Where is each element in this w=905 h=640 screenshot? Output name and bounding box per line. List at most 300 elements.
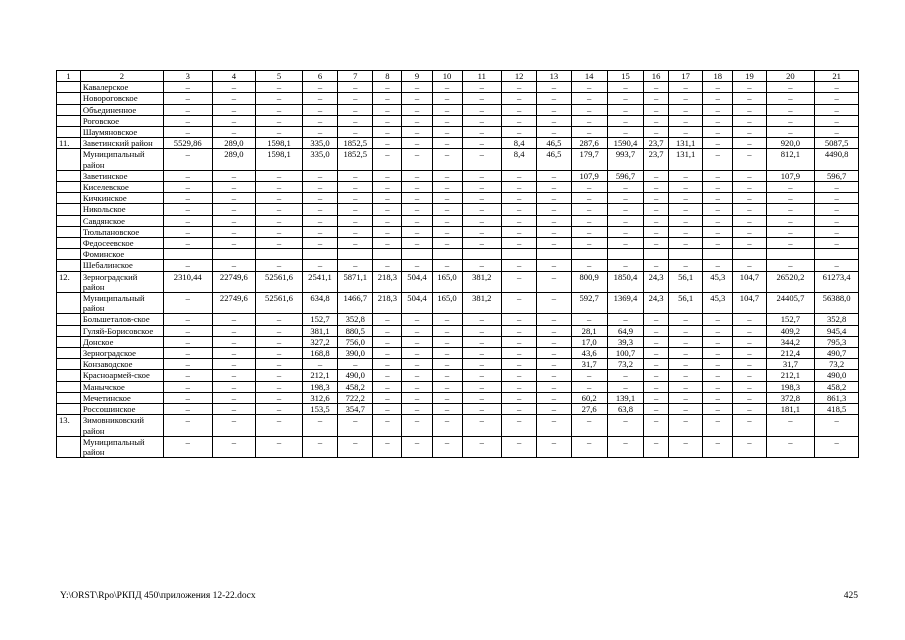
table-cell: – — [163, 370, 212, 381]
table-cell: 22749,6 — [212, 293, 256, 314]
table-cell: – — [462, 82, 501, 93]
table-cell: – — [766, 238, 815, 249]
table-cell: – — [256, 82, 303, 93]
table-cell: – — [163, 115, 212, 126]
table-row — [57, 149, 859, 170]
row-name: Федосеевское — [80, 238, 163, 249]
table-cell: 5871,1 — [338, 271, 373, 292]
table-cell: – — [815, 226, 859, 237]
table-cell: – — [537, 314, 571, 325]
table-cell — [537, 249, 571, 260]
table-cell: – — [212, 436, 256, 457]
table-cell — [256, 249, 303, 260]
table-cell: – — [733, 359, 766, 370]
table-cell: – — [644, 260, 669, 271]
table-cell: – — [462, 127, 501, 138]
row-number — [57, 359, 81, 370]
table-cell: – — [644, 104, 669, 115]
row-number: 11. — [57, 138, 81, 149]
table-cell: – — [607, 93, 643, 104]
table-cell: – — [373, 104, 402, 115]
table-row — [57, 138, 859, 149]
table-cell: – — [373, 325, 402, 336]
table-cell: – — [373, 82, 402, 93]
table-cell: – — [703, 436, 733, 457]
row-name: Савдянское — [80, 215, 163, 226]
table-cell: – — [669, 260, 703, 271]
table-cell: – — [212, 392, 256, 403]
table-cell: – — [212, 193, 256, 204]
table-cell: 23,7 — [644, 149, 669, 170]
table-cell: – — [644, 348, 669, 359]
table-cell: – — [338, 182, 373, 193]
table-cell: – — [607, 82, 643, 93]
table-cell: – — [402, 82, 432, 93]
table-cell: 56388,0 — [815, 293, 859, 314]
table-cell: – — [703, 226, 733, 237]
table-cell: – — [537, 93, 571, 104]
table-cell: 287,6 — [571, 138, 607, 149]
table-cell: – — [462, 336, 501, 347]
table-cell: – — [338, 82, 373, 93]
table-cell: – — [733, 204, 766, 215]
row-number — [57, 215, 81, 226]
table-cell: – — [373, 336, 402, 347]
table-cell: – — [502, 381, 537, 392]
table-cell: – — [733, 314, 766, 325]
table-cell: – — [373, 392, 402, 403]
table-cell: – — [733, 436, 766, 457]
table-cell: – — [644, 115, 669, 126]
table-cell: 861,3 — [815, 392, 859, 403]
table-cell: 39,3 — [607, 336, 643, 347]
table-cell: – — [644, 325, 669, 336]
table-cell: – — [669, 170, 703, 181]
table-cell: – — [432, 215, 462, 226]
table-cell: – — [703, 115, 733, 126]
table-cell: – — [256, 348, 303, 359]
table-cell: – — [644, 370, 669, 381]
table-cell: – — [302, 215, 337, 226]
table-cell: – — [703, 314, 733, 325]
table-cell: 24,3 — [644, 293, 669, 314]
row-name: Большеталов-ское — [80, 314, 163, 325]
table-cell: – — [607, 314, 643, 325]
table-cell: – — [212, 82, 256, 93]
table-cell: – — [644, 193, 669, 204]
table-cell: – — [571, 127, 607, 138]
table-cell: 812,1 — [766, 149, 815, 170]
table-cell: 52561,6 — [256, 293, 303, 314]
table-row — [57, 260, 859, 271]
table-cell: – — [256, 359, 303, 370]
table-row — [57, 359, 859, 370]
table-cell: – — [432, 415, 462, 436]
table-cell: – — [462, 182, 501, 193]
table-cell: – — [163, 182, 212, 193]
table-cell: 153,5 — [302, 404, 337, 415]
table-cell: – — [432, 226, 462, 237]
header-cell: 4 — [212, 71, 256, 82]
table-cell: – — [537, 82, 571, 93]
table-cell: – — [766, 193, 815, 204]
row-number — [57, 325, 81, 336]
table-cell: – — [432, 370, 462, 381]
table-cell: – — [256, 415, 303, 436]
table-cell: – — [212, 359, 256, 370]
table-cell: – — [462, 104, 501, 115]
table-cell: – — [163, 293, 212, 314]
table-cell: – — [502, 415, 537, 436]
table-cell: – — [402, 104, 432, 115]
table-cell — [703, 249, 733, 260]
table-cell: – — [256, 381, 303, 392]
row-name: Кичкинское — [80, 193, 163, 204]
table-cell: 56,1 — [669, 293, 703, 314]
row-name: Киселевское — [80, 182, 163, 193]
table-cell: 181,1 — [766, 404, 815, 415]
table-cell: – — [302, 260, 337, 271]
table-cell: – — [766, 436, 815, 457]
table-row — [57, 193, 859, 204]
table-cell: – — [163, 238, 212, 249]
table-cell: – — [669, 392, 703, 403]
table-cell: 354,7 — [338, 404, 373, 415]
table-cell: – — [644, 314, 669, 325]
table-cell: 1852,5 — [338, 149, 373, 170]
table-cell: – — [571, 370, 607, 381]
table-cell: – — [571, 182, 607, 193]
table-cell: – — [402, 392, 432, 403]
table-row — [57, 415, 859, 436]
row-name: Донское — [80, 336, 163, 347]
table-cell: – — [537, 182, 571, 193]
table-cell: – — [537, 204, 571, 215]
table-cell: – — [815, 204, 859, 215]
table-cell: – — [432, 127, 462, 138]
table-cell: – — [163, 204, 212, 215]
table-cell: 5529,86 — [163, 138, 212, 149]
table-cell: – — [537, 381, 571, 392]
table-cell: – — [766, 204, 815, 215]
table-cell: – — [373, 348, 402, 359]
table-row — [57, 226, 859, 237]
table-cell: – — [644, 226, 669, 237]
table-row — [57, 293, 859, 314]
table-cell: – — [373, 138, 402, 149]
table-cell: – — [373, 260, 402, 271]
table-cell: – — [432, 149, 462, 170]
table-cell: – — [502, 404, 537, 415]
table-cell: – — [815, 260, 859, 271]
table-cell: – — [212, 115, 256, 126]
table-cell: – — [212, 226, 256, 237]
table-cell: – — [644, 93, 669, 104]
table-cell: – — [212, 314, 256, 325]
table-cell: – — [212, 204, 256, 215]
table-cell: – — [502, 238, 537, 249]
table-cell: – — [462, 370, 501, 381]
table-cell: – — [338, 215, 373, 226]
table-cell: – — [703, 149, 733, 170]
table-cell: 43,6 — [571, 348, 607, 359]
table-cell: – — [212, 415, 256, 436]
table-cell: – — [815, 193, 859, 204]
row-number — [57, 182, 81, 193]
table-cell: – — [163, 381, 212, 392]
table-cell: 8,4 — [502, 138, 537, 149]
table-cell: 100,7 — [607, 348, 643, 359]
table-cell: 165,0 — [432, 271, 462, 292]
table-row — [57, 404, 859, 415]
table-cell: – — [703, 381, 733, 392]
table-row — [57, 115, 859, 126]
table-cell: – — [571, 93, 607, 104]
table-cell: – — [733, 392, 766, 403]
table-cell: 2541,1 — [302, 271, 337, 292]
table-cell: – — [703, 325, 733, 336]
table-cell: – — [462, 138, 501, 149]
table-cell: 45,3 — [703, 293, 733, 314]
table-cell: – — [212, 370, 256, 381]
table-cell: – — [644, 436, 669, 457]
table-cell: 46,5 — [537, 138, 571, 149]
table-cell: – — [703, 238, 733, 249]
table-cell: – — [256, 325, 303, 336]
table-cell: – — [338, 359, 373, 370]
table-cell: – — [669, 115, 703, 126]
table-cell: – — [815, 215, 859, 226]
table-cell: – — [537, 170, 571, 181]
table-cell: 8,4 — [502, 149, 537, 170]
table-cell: – — [163, 404, 212, 415]
table-cell: – — [256, 336, 303, 347]
table-cell: – — [256, 127, 303, 138]
header-cell: 13 — [537, 71, 571, 82]
table-cell: – — [703, 336, 733, 347]
table-cell: – — [537, 215, 571, 226]
table-cell: – — [462, 93, 501, 104]
table-cell: – — [815, 127, 859, 138]
table-cell: – — [733, 170, 766, 181]
table-cell: – — [402, 238, 432, 249]
table-cell: 107,9 — [571, 170, 607, 181]
table-cell: – — [644, 404, 669, 415]
table-cell: – — [537, 415, 571, 436]
table-cell: – — [537, 370, 571, 381]
table-cell: 61273,4 — [815, 271, 859, 292]
table-cell: – — [212, 381, 256, 392]
table-cell: – — [669, 359, 703, 370]
table-cell: – — [256, 170, 303, 181]
table-cell: – — [432, 359, 462, 370]
table-cell: – — [502, 260, 537, 271]
table-cell: – — [302, 436, 337, 457]
table-cell: – — [502, 271, 537, 292]
table-cell: – — [766, 182, 815, 193]
table-cell: – — [402, 204, 432, 215]
table-cell — [571, 249, 607, 260]
table-cell: – — [669, 404, 703, 415]
table-cell: – — [502, 215, 537, 226]
table-row — [57, 204, 859, 215]
table-cell: – — [607, 436, 643, 457]
table-cell: 52561,6 — [256, 271, 303, 292]
table-cell: 756,0 — [338, 336, 373, 347]
table-cell: – — [669, 193, 703, 204]
table-cell: – — [733, 193, 766, 204]
table-cell: – — [502, 182, 537, 193]
table-cell: 152,7 — [302, 314, 337, 325]
table-cell: 490,0 — [815, 370, 859, 381]
table-cell: – — [607, 260, 643, 271]
row-number — [57, 336, 81, 347]
table-cell: – — [338, 415, 373, 436]
table-cell: – — [502, 193, 537, 204]
table-cell: – — [766, 215, 815, 226]
table-cell: – — [256, 392, 303, 403]
table-cell: – — [373, 204, 402, 215]
table-cell: – — [644, 127, 669, 138]
table-cell: 1466,7 — [338, 293, 373, 314]
table-cell: – — [402, 359, 432, 370]
row-number — [57, 149, 81, 170]
table-cell: 63,8 — [607, 404, 643, 415]
table-cell: – — [373, 238, 402, 249]
row-name: Гуляй-Борисовское — [80, 325, 163, 336]
table-cell: – — [373, 215, 402, 226]
header-cell: 2 — [80, 71, 163, 82]
table-cell: 139,1 — [607, 392, 643, 403]
header-cell: 3 — [163, 71, 212, 82]
table-cell — [432, 249, 462, 260]
table-cell: 212,4 — [766, 348, 815, 359]
table-row — [57, 82, 859, 93]
table-cell: – — [703, 415, 733, 436]
table-cell: 64,9 — [607, 325, 643, 336]
table-cell — [815, 249, 859, 260]
table-cell: 344,2 — [766, 336, 815, 347]
table-cell: – — [373, 314, 402, 325]
row-name: Фоминское — [80, 249, 163, 260]
table-cell: – — [502, 226, 537, 237]
table-cell: – — [733, 93, 766, 104]
table-cell: – — [432, 193, 462, 204]
table-cell: – — [571, 436, 607, 457]
table-cell: – — [669, 93, 703, 104]
table-cell: 198,3 — [302, 381, 337, 392]
table-cell: 4490,8 — [815, 149, 859, 170]
table-cell: – — [502, 325, 537, 336]
table-cell: – — [502, 115, 537, 126]
table-cell: – — [733, 82, 766, 93]
table-cell: – — [402, 415, 432, 436]
table-cell: – — [462, 392, 501, 403]
table-cell: – — [607, 204, 643, 215]
table-cell: – — [669, 238, 703, 249]
table-cell: – — [212, 215, 256, 226]
table-cell: – — [607, 193, 643, 204]
row-number — [57, 381, 81, 392]
table-cell: 596,7 — [607, 170, 643, 181]
header-cell: 17 — [669, 71, 703, 82]
row-name: Тюльпановское — [80, 226, 163, 237]
table-cell: – — [607, 415, 643, 436]
table-cell: 458,2 — [815, 381, 859, 392]
table-row — [57, 370, 859, 381]
header-cell: 7 — [338, 71, 373, 82]
table-cell: – — [432, 204, 462, 215]
row-number — [57, 170, 81, 181]
table-cell: – — [373, 370, 402, 381]
table-cell — [644, 249, 669, 260]
table-cell: – — [163, 215, 212, 226]
table-cell: 504,4 — [402, 271, 432, 292]
table-cell: – — [302, 193, 337, 204]
table-cell: – — [703, 392, 733, 403]
table-cell: – — [815, 182, 859, 193]
table-row — [57, 381, 859, 392]
row-number — [57, 260, 81, 271]
table-cell: – — [302, 204, 337, 215]
table-cell: 5087,5 — [815, 138, 859, 149]
table-cell: – — [462, 359, 501, 370]
table-cell: – — [256, 115, 303, 126]
row-number — [57, 314, 81, 325]
table-row — [57, 314, 859, 325]
row-number — [57, 348, 81, 359]
table-cell: – — [432, 182, 462, 193]
table-cell: – — [766, 127, 815, 138]
table-cell: 218,3 — [373, 271, 402, 292]
header-row — [57, 71, 859, 82]
row-number — [57, 115, 81, 126]
table-cell: 458,2 — [338, 381, 373, 392]
table-cell: – — [338, 260, 373, 271]
row-number — [57, 249, 81, 260]
table-cell: – — [537, 336, 571, 347]
table-cell: 23,7 — [644, 138, 669, 149]
table-cell: – — [607, 127, 643, 138]
table-cell: – — [815, 115, 859, 126]
row-name: Зерноградский район — [80, 271, 163, 292]
table-cell — [338, 249, 373, 260]
table-cell: 17,0 — [571, 336, 607, 347]
table-cell: – — [462, 149, 501, 170]
table-cell: 490,7 — [815, 348, 859, 359]
table-cell: – — [571, 215, 607, 226]
row-number — [57, 238, 81, 249]
table-cell: – — [338, 193, 373, 204]
table-cell: – — [373, 182, 402, 193]
table-cell: – — [502, 104, 537, 115]
table-cell: 1852,5 — [338, 138, 373, 149]
table-cell: – — [462, 348, 501, 359]
table-cell — [669, 249, 703, 260]
row-number — [57, 293, 81, 314]
table-cell: – — [302, 415, 337, 436]
table-cell: – — [163, 149, 212, 170]
table-cell: 104,7 — [733, 271, 766, 292]
table-cell: – — [733, 348, 766, 359]
table-cell: – — [212, 404, 256, 415]
table-cell: – — [256, 193, 303, 204]
table-cell: 22749,6 — [212, 271, 256, 292]
table-cell: – — [571, 415, 607, 436]
table-cell: – — [502, 370, 537, 381]
table-cell: 993,7 — [607, 149, 643, 170]
table-cell: – — [644, 182, 669, 193]
